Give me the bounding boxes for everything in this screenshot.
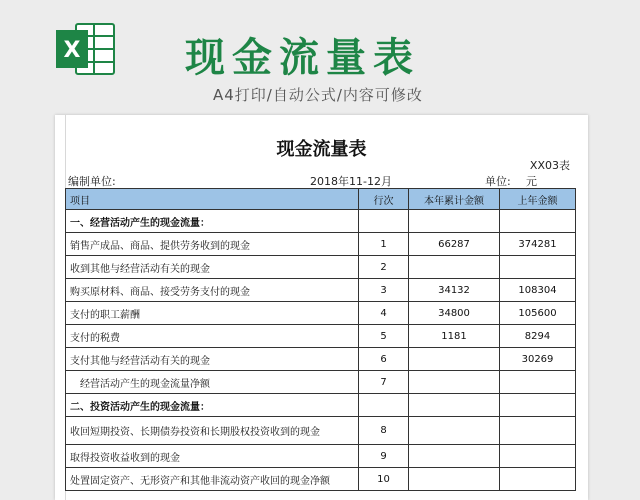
table-row: [66, 233, 576, 256]
table-row: [66, 256, 576, 279]
cell-current[interactable]: [409, 468, 500, 491]
cell-item[interactable]: 收到其他与经营活动有关的现金: [66, 256, 359, 279]
cell-item[interactable]: 取得投资收益收到的现金: [66, 445, 359, 468]
table-row: [66, 325, 576, 348]
cell-item[interactable]: 一、经营活动产生的现金流量：: [66, 210, 359, 233]
cell-previous[interactable]: [500, 468, 576, 491]
table-row: [66, 348, 576, 371]
cell-line[interactable]: 10: [359, 468, 409, 491]
cell-item[interactable]: 二、投资活动产生的现金流量：: [66, 394, 359, 417]
cell-line[interactable]: 7: [359, 371, 409, 394]
logo-letter: X: [63, 38, 81, 63]
cell-previous[interactable]: [500, 371, 576, 394]
table-row: [66, 210, 576, 233]
table-row: [66, 302, 576, 325]
spreadsheet-page: [55, 115, 588, 500]
cell-line[interactable]: 3: [359, 279, 409, 302]
compiling-unit-label: 编制单位:: [68, 175, 116, 188]
cash-flow-table: [65, 188, 576, 491]
cell-line[interactable]: 1: [359, 233, 409, 256]
cell-item[interactable]: 支付的税费: [66, 325, 359, 348]
cell-line[interactable]: 6: [359, 348, 409, 371]
column-header-line[interactable]: 行次: [359, 189, 409, 210]
cell-previous[interactable]: 108304: [500, 279, 576, 302]
cell-line[interactable]: [359, 210, 409, 233]
cell-previous[interactable]: 105600: [500, 302, 576, 325]
excel-logo-icon: [54, 20, 116, 78]
table-header-row: [66, 189, 576, 210]
cell-current[interactable]: 66287: [409, 233, 500, 256]
cell-item[interactable]: 购买原材料、商品、接受劳务支付的现金: [66, 279, 359, 302]
column-header-current[interactable]: 本年累计金额: [409, 189, 500, 210]
cell-current[interactable]: [409, 394, 500, 417]
cell-current[interactable]: 34132: [409, 279, 500, 302]
cell-previous[interactable]: [500, 417, 576, 445]
table-row: [66, 279, 576, 302]
cell-current[interactable]: [409, 417, 500, 445]
currency-unit-value: 元: [526, 175, 537, 188]
column-header-item[interactable]: 项目: [66, 189, 359, 210]
cell-line[interactable]: 8: [359, 417, 409, 445]
sheet-title: 现金流量表: [276, 139, 367, 160]
cell-item[interactable]: 支付其他与经营活动有关的现金: [66, 348, 359, 371]
cell-current[interactable]: 34800: [409, 302, 500, 325]
cell-line[interactable]: 2: [359, 256, 409, 279]
cell-current[interactable]: [409, 445, 500, 468]
cell-previous[interactable]: [500, 445, 576, 468]
banner-subtitle: A4打印/自动公式/内容可修改: [213, 86, 423, 104]
cell-previous[interactable]: 30269: [500, 348, 576, 371]
cell-line[interactable]: 5: [359, 325, 409, 348]
column-header-previous[interactable]: 上年金额: [500, 189, 576, 210]
table-row: [66, 468, 576, 491]
cell-previous[interactable]: 8294: [500, 325, 576, 348]
banner: [0, 0, 640, 112]
report-period: 2018年11-12月: [310, 175, 392, 188]
cell-previous[interactable]: 374281: [500, 233, 576, 256]
table-row: [66, 417, 576, 445]
cell-current[interactable]: [409, 210, 500, 233]
table-row: [66, 371, 576, 394]
table-row: [66, 445, 576, 468]
cell-previous[interactable]: [500, 210, 576, 233]
cell-line[interactable]: [359, 394, 409, 417]
cell-item[interactable]: 支付的职工薪酬: [66, 302, 359, 325]
cell-current[interactable]: [409, 371, 500, 394]
currency-unit-label: 单位:: [485, 175, 511, 188]
cell-item[interactable]: 收回短期投资、长期债券投资和长期股权投资收到的现金: [66, 417, 359, 445]
cell-item[interactable]: 销售产成品、商品、提供劳务收到的现金: [66, 233, 359, 256]
cell-item[interactable]: 处置固定资产、无形资产和其他非流动资产收回的现金净额: [66, 468, 359, 491]
cell-previous[interactable]: [500, 394, 576, 417]
table-row: [66, 394, 576, 417]
cell-item[interactable]: 经营活动产生的现金流量净额: [66, 371, 359, 394]
cell-previous[interactable]: [500, 256, 576, 279]
form-code: XX03表: [529, 159, 570, 172]
cell-current[interactable]: 1181: [409, 325, 500, 348]
cell-current[interactable]: [409, 348, 500, 371]
cell-line[interactable]: 9: [359, 445, 409, 468]
cell-current[interactable]: [409, 256, 500, 279]
banner-title: 现金流量表: [185, 35, 420, 81]
cell-line[interactable]: 4: [359, 302, 409, 325]
